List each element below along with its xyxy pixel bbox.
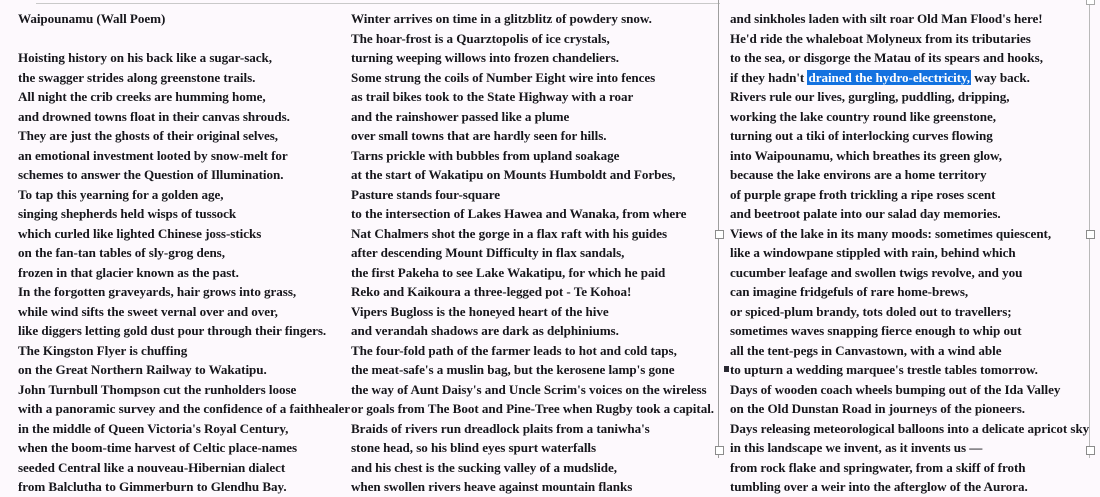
poem-line: frozen in that glacier known as the past.	[18, 264, 239, 280]
poem-line: when swollen rivers heave against mountain flanks	[351, 479, 633, 495]
poem-line: Rivers rule our lives, gurgling, puddling, dripping,	[730, 89, 1010, 105]
poem-line: from Balclutha to Gimmerburn to Glendhu Bay.	[18, 479, 287, 495]
poem-line: stone head, so his blind eyes spurt waterfalls	[351, 440, 597, 456]
poem-line: which curled like lighted Chinese joss-sticks	[18, 225, 262, 241]
poem-line: to upturn a wedding marquee's trestle tables tomorrow.	[730, 362, 1038, 378]
poem-line: cucumber leafage and swollen twigs revolve, and you	[730, 264, 1023, 280]
poem-line: All night the crib creeks are humming home,	[18, 89, 266, 105]
poem-line: and beetroot palate into our salad day memories.	[730, 206, 1001, 222]
poem-line: Vipers Bugloss is the honeyed heart of the hive	[351, 303, 609, 319]
poem-line: of purple grape froth trickling a ripe roses scent	[730, 186, 996, 202]
poem-line: into Waipounamu, which breathes its green glow,	[730, 147, 1002, 163]
poem-line: Braids of rivers run dreadlock plaits from a taniwha's	[351, 420, 650, 436]
poem-line: over small towns that are hardly seen for hills.	[351, 128, 607, 144]
poem-line: working the lake country round like greenstone,	[730, 108, 996, 124]
poem-line: on the Old Dunstan Road in journeys of the pioneers.	[730, 401, 1025, 417]
poem-line: in this landscape we invent, as it invents us —	[730, 440, 983, 456]
selected-text[interactable]: drained the hydro-electricity,	[808, 69, 971, 85]
poem-line: Winter arrives on time in a glitzblitz of powdery snow.	[351, 11, 652, 26]
poem-line: all the tent-pegs in Canvastown, with a wind able	[730, 342, 1002, 358]
poem-line: to the sea, or disgorge the Matau of its spears and hooks,	[730, 50, 1043, 66]
poem-column-1[interactable]	[0, 0, 351, 497]
poem-line: Hoisting history on his back like a sugar-sack,	[18, 50, 272, 66]
poem-line: The hoar-frost is a Quarztopolis of ice crystals,	[351, 30, 610, 46]
poem-line: He'd ride the whaleboat Molyneux from its tributaries	[730, 30, 1031, 46]
poem-line: like a windowpane stippled with rain, behind which	[730, 245, 1016, 261]
poem-line	[18, 29, 348, 49]
poem-line: To tap this yearning for a golden age,	[18, 186, 224, 202]
poem-line: The Kingston Flyer is chuffing	[18, 342, 188, 358]
poem-line: or goals from The Boot and Pine-Tree when Rugby took a capital.	[351, 401, 715, 417]
poem-line: Some strung the coils of Number Eight wire into fences	[351, 69, 656, 85]
poem-line: singing shepherds held wisps of tussock	[18, 206, 237, 222]
poem-line: turning out a tiki of interlocking curves flowing	[730, 128, 993, 144]
poem-line: Days releasing meteorological balloons into a delicate apricot sky	[730, 420, 1090, 436]
poem-line: and the rainshower passed like a plume	[351, 108, 570, 124]
poem-line: on the fan-tan tables of sly-grog dens,	[18, 245, 225, 261]
poem-line: the way of Aunt Daisy's and Uncle Scrim's voices on the wireless	[351, 381, 707, 397]
poem-line: on the Great Northern Railway to Wakatipu.	[18, 362, 267, 378]
poem-line: John Turnbull Thompson cut the runholders loose	[18, 381, 297, 397]
poem-line: Pasture stands four-square	[351, 186, 501, 202]
poem-line: turning weeping willows into frozen chandeliers.	[351, 50, 619, 66]
poem-line: and drowned towns float in their canvas shrouds.	[18, 108, 290, 124]
poem-line: They are just the ghosts of their original selves,	[18, 128, 278, 144]
poem-line: The four-fold path of the farmer leads to hot and cold taps,	[351, 342, 677, 358]
line-text-after-selection: way back.	[971, 69, 1030, 85]
poem-column-3[interactable]	[716, 0, 1100, 497]
poem-line: and verandah shadows are dark as delphiniums.	[351, 323, 619, 339]
poem-line: Days of wooden coach wheels bumping out of the Ida Valley	[730, 381, 1061, 397]
poem-line: from rock flake and springwater, from a skiff of froth	[730, 459, 1026, 475]
poem-line: as trail bikes took to the State Highway with a roar	[351, 89, 634, 105]
poem-line: In the forgotten graveyards, hair grows into grass,	[18, 284, 297, 300]
poem-line: at the start of Wakatipu on Mounts Humboldt and Forbes,	[351, 167, 676, 183]
poem-line: when the boom-time harvest of Celtic place-names	[18, 440, 298, 456]
poem-line: sometimes waves snapping fierce enough to whip out	[730, 323, 1022, 339]
line-text-before-selection: if they hadn't	[730, 69, 808, 85]
poem-line: Nat Chalmers shot the gorge in a flax raft with his guides	[351, 225, 668, 241]
poem-line: to the intersection of Lakes Hawea and Wanaka, from where	[351, 206, 687, 222]
poem-line: in the middle of Queen Victoria's Royal Century,	[18, 420, 289, 436]
poem-line: and sinkholes laden with silt roar Old Man Flood's here!	[730, 11, 1043, 26]
poem-line: Tarns prickle with bubbles from upland soakage	[351, 147, 620, 163]
poem-line	[730, 68, 1100, 88]
poem-line: after descending Mount Difficulty in flax sandals,	[351, 245, 625, 261]
poem-line: Views of the lake in its many moods: sometimes quiescent,	[730, 225, 1052, 241]
poem-line: with a panoramic survey and the confidence of a faithhealer	[18, 401, 351, 417]
poem-line: can imagine fridgefuls of rare home-brews,	[730, 284, 969, 300]
poem-line: schemes to answer the Question of Illumination.	[18, 167, 284, 183]
poem-line: seeded Central like a nouveau-Hibernian dialect	[18, 459, 286, 475]
poem-line: tumbling over a weir into the afterglow of the Aurora.	[730, 479, 1028, 495]
poem-line: Waipounamu (Wall Poem)	[18, 11, 166, 26]
poem-line: the meat-safe's a muslin bag, but the kerosene lamp's gone	[351, 362, 675, 378]
poem-line: the first Pakeha to see Lake Wakatipu, for which he paid	[351, 264, 666, 280]
poem-line: like diggers letting gold dust pour through their fingers.	[18, 323, 327, 339]
poem-line: the swagger strides along greenstone trails.	[18, 69, 256, 85]
poem-line: an emotional investment looted by snow-melt for	[18, 147, 288, 163]
poem-line: or spiced-plum brandy, tots doled out to travellers;	[730, 303, 1012, 319]
poem-line: and his chest is the sucking valley of a mudslide,	[351, 459, 617, 475]
poem-line: Reko and Kaikoura a three-legged pot - Te Kohoa!	[351, 284, 632, 300]
poem-line: while wind sifts the sweet vernal over and over,	[18, 303, 278, 319]
poem-line: because the lake environs are a home territory	[730, 167, 987, 183]
poem-column-2[interactable]	[348, 0, 716, 497]
